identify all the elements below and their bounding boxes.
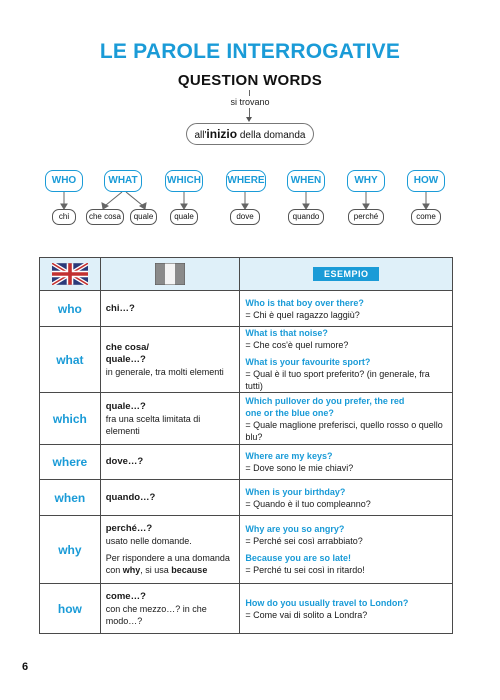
row-example-en: Because you are so late! <box>245 553 351 563</box>
row-it-main: dove…? <box>105 456 144 467</box>
question-words-table <box>39 257 453 634</box>
row-word: how <box>57 601 82 616</box>
row-word: where <box>52 455 88 469</box>
row-example-en: How do you usually travel to London? <box>245 597 409 608</box>
row-word: who <box>57 301 82 316</box>
uk-flag-icon <box>52 263 88 285</box>
row-it-main: come…? <box>105 590 146 602</box>
row-example-en: When is your birthday? <box>245 486 346 497</box>
inizio-bold: inizio <box>206 127 238 141</box>
translation-come: come <box>411 209 441 225</box>
row-example-it: = Quando è il tuo compleanno? <box>245 498 371 509</box>
inizio-post: della domanda <box>237 130 306 141</box>
row-example-it: = Chi è quel ragazzo laggiù? <box>245 309 360 320</box>
table-row <box>40 291 453 327</box>
row-example-en: Which pullover do you prefer, the red one or the blue one? <box>245 395 405 418</box>
row-word: when <box>54 490 86 505</box>
row-example-en: Where are my keys? <box>245 451 333 461</box>
row-example-en: Why are you so angry? <box>245 524 345 534</box>
row-word: which <box>52 411 87 426</box>
row-example-it: = Qual è il tuo sport preferito? (in generale, fra tutti) <box>245 369 430 391</box>
qw-who: WHO <box>45 170 83 192</box>
row-example-it: = Perché tu sei così in ritardo! <box>245 565 365 575</box>
translation-perche: perché <box>348 209 384 225</box>
row-it-main: quando…? <box>105 491 156 503</box>
page-number: 6 <box>22 661 29 673</box>
translation-chi: chi <box>52 209 76 225</box>
page-title: LE PAROLE INTERROGATIVE <box>99 40 401 63</box>
translation-quando: quando <box>288 209 324 225</box>
page-subtitle: QUESTION WORDS <box>177 72 323 89</box>
table-row <box>40 393 453 445</box>
qw-why: WHY <box>347 170 385 192</box>
italy-flag-icon <box>155 263 185 285</box>
esempio-label: ESEMPIO <box>313 267 379 281</box>
row-it-note: in generale, tra molti elementi <box>105 366 224 377</box>
translation-dove: dove <box>230 209 260 225</box>
inizio-pre: all' <box>194 130 207 141</box>
si-trovano-label: si trovano <box>230 97 270 107</box>
row-it-note: Per rispondere a una domanda con why, si usa because <box>105 553 230 575</box>
header-uk <box>40 258 101 291</box>
connector-line <box>126 192 142 205</box>
qw-which: WHICH <box>165 170 203 192</box>
header-esempio <box>240 258 453 291</box>
translation-quale: quale <box>130 209 157 225</box>
table-row <box>40 584 453 634</box>
translation-che-cosa: che cosa <box>86 209 124 225</box>
row-word: why <box>58 542 82 557</box>
row-example-en: Who is that boy over there? <box>245 297 364 308</box>
row-it-main: che cosa/ quale…? <box>105 341 150 365</box>
header-italy <box>100 258 240 291</box>
question-words-connectors <box>0 0 500 240</box>
qw-how: HOW <box>407 170 445 192</box>
row-it-note: con che mezzo…? in che modo…? <box>105 603 207 626</box>
row-it-note: usato nelle domande. <box>105 536 192 546</box>
row-word: what <box>56 352 84 367</box>
row-it-main: quale…? <box>105 400 146 412</box>
table-row <box>40 480 453 516</box>
translation-quale: quale <box>170 209 198 225</box>
table-header-row <box>40 258 453 291</box>
row-example-it: = Perché sei così arrabbiato? <box>245 536 363 546</box>
row-it-note: fra una scelta limitata di elementi <box>105 413 201 436</box>
qw-when: WHEN <box>287 170 325 192</box>
row-it-main: perché…? <box>105 523 153 534</box>
connector-line <box>106 192 122 205</box>
table-row <box>40 327 453 393</box>
row-example-it: = Dove sono le mie chiavi? <box>245 463 354 473</box>
row-example-it: = Che cos'è quel rumore? <box>245 340 349 350</box>
table-row <box>40 445 453 480</box>
row-it-main: chi…? <box>105 302 135 314</box>
qw-what: WHAT <box>104 170 142 192</box>
row-example-it: = Come vai di solito a Londra? <box>245 609 368 620</box>
table-row <box>40 516 453 584</box>
row-example-en: What is your favourite sport? <box>245 357 371 367</box>
qw-where: WHERE <box>226 170 266 192</box>
row-example-en: What is that noise? <box>245 328 328 338</box>
row-example-it: = Quale maglione preferisci, quello rosso o quello blu? <box>245 419 443 442</box>
